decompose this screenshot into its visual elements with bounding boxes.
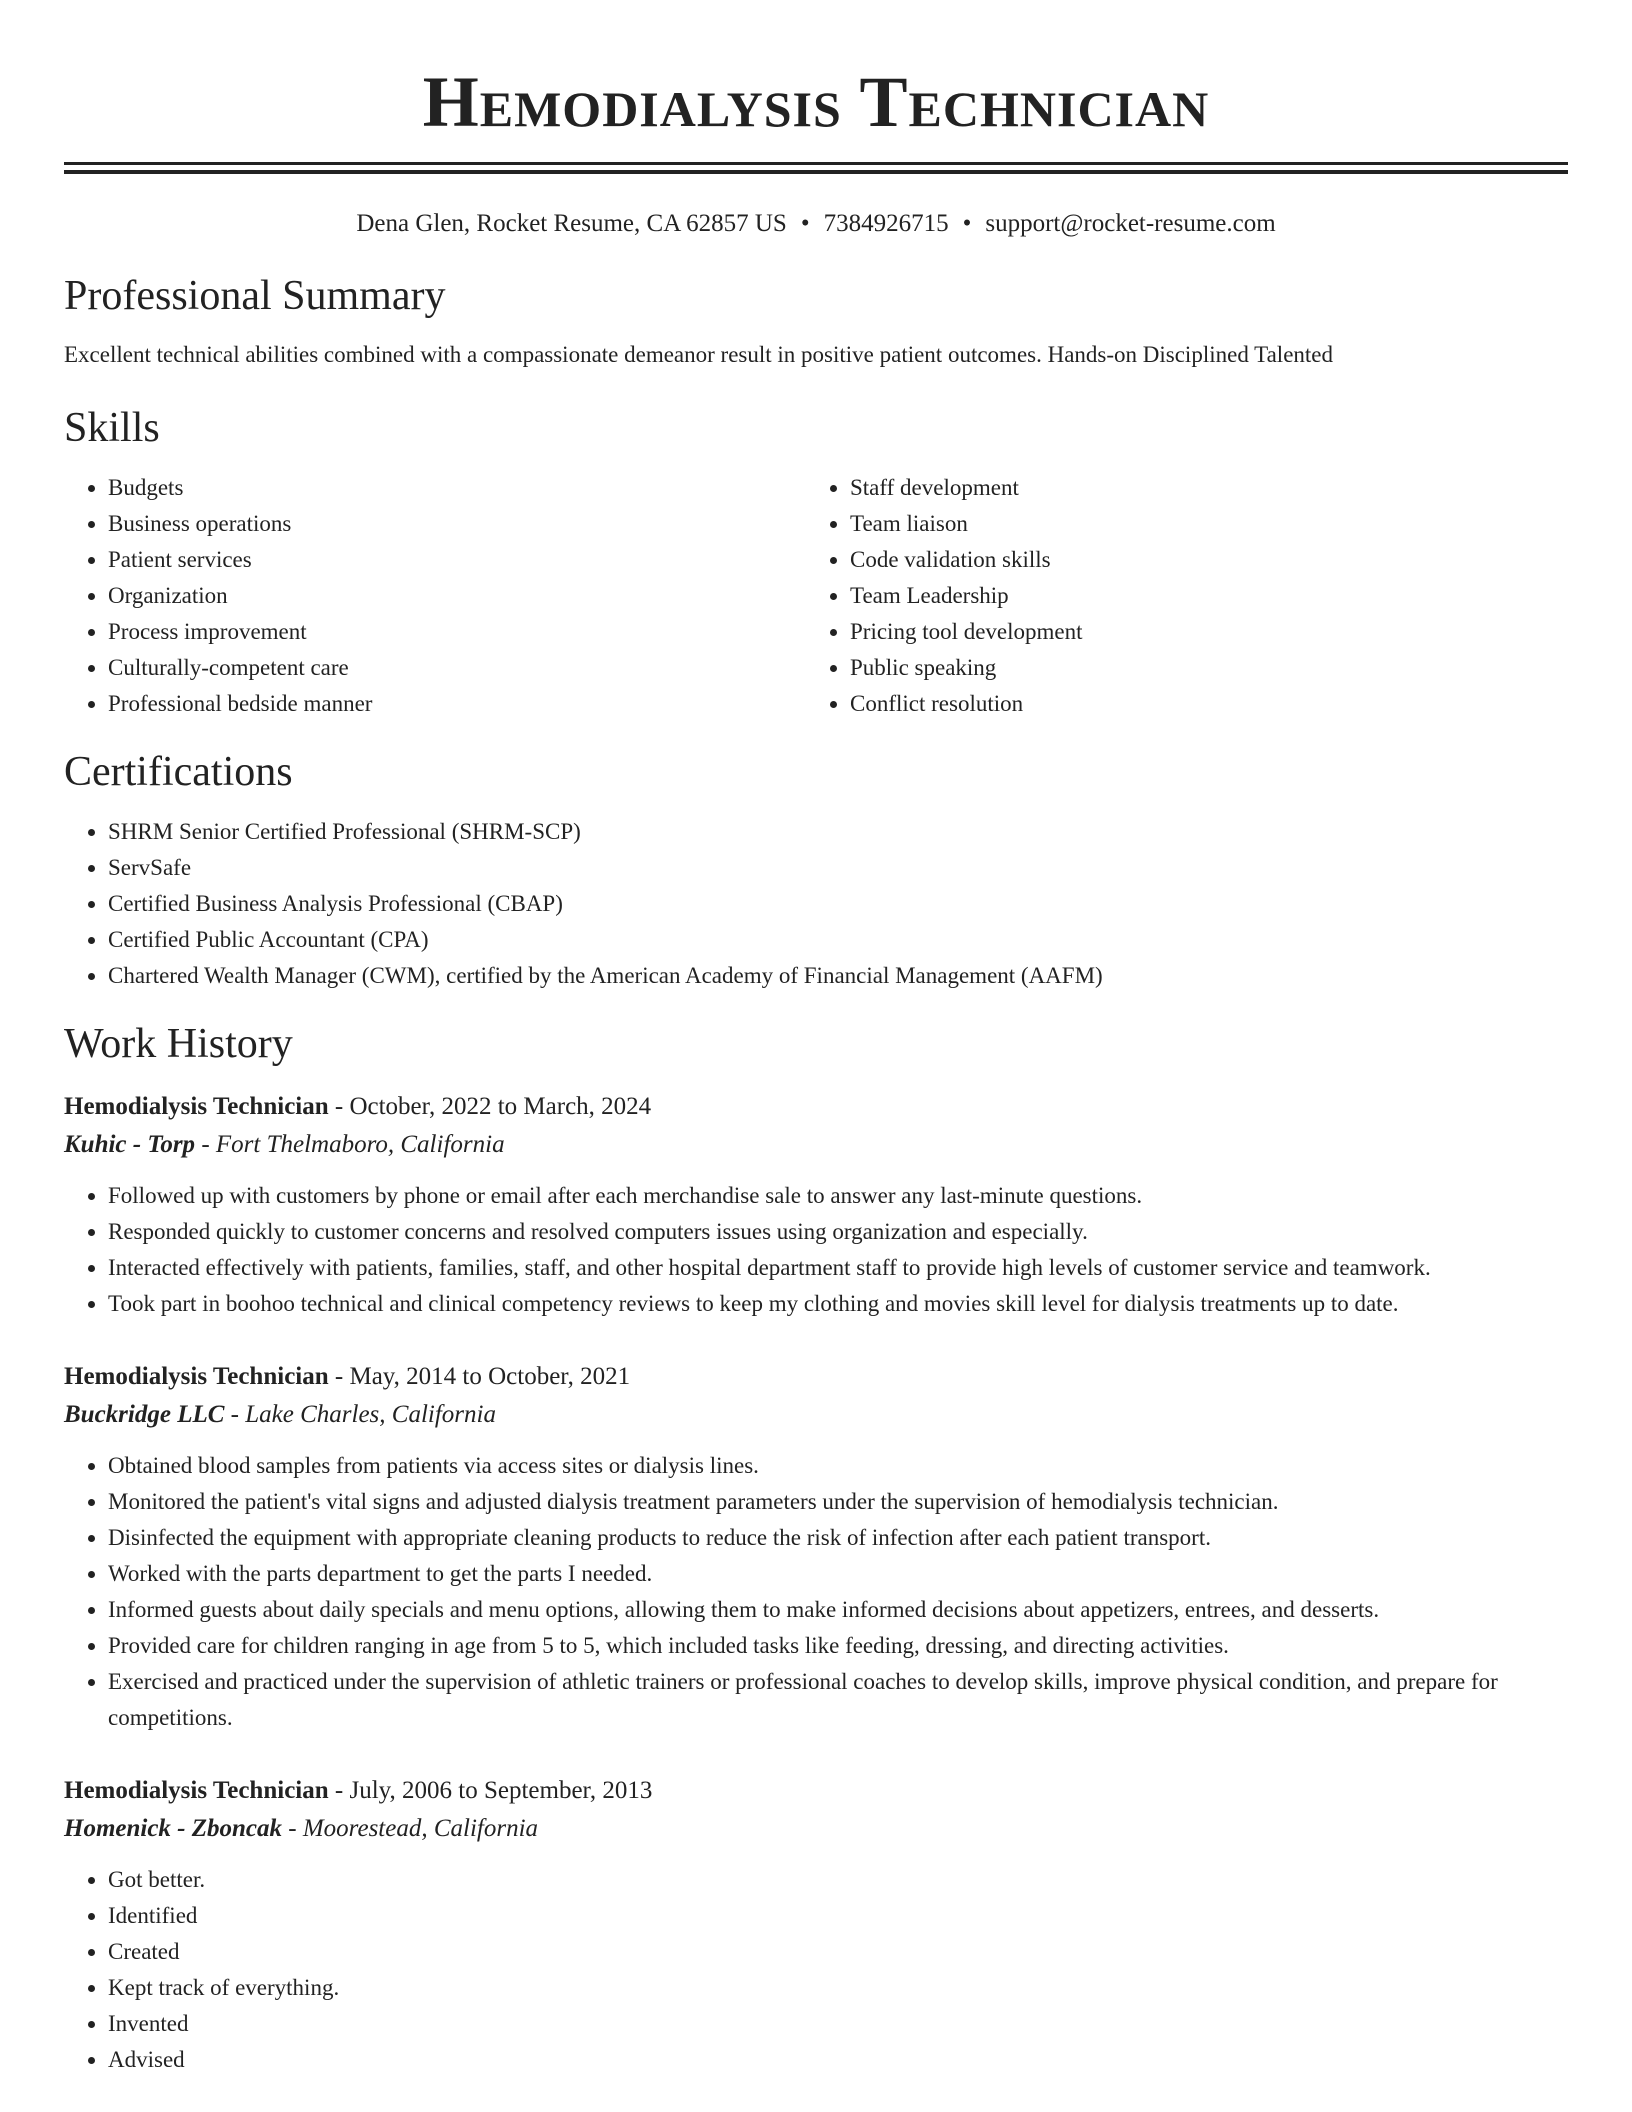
job-entry [64,1358,1568,1736]
contact-separator: • [962,210,972,237]
job-duty-item: • Created [108,1934,1568,1970]
work-history-heading: Work History [64,1021,293,1067]
skill-item: • Organization [108,578,806,614]
job-duty-item: • Invented [108,2006,1568,2042]
job-duty-item: • Disinfected the equipment with appropriate cleaning products to reduce the risk of infection after each patient transport. [108,1520,1568,1556]
job-header [64,1772,1568,1810]
job-entry [64,1772,1568,2078]
skill-item: • Culturally-competent care [108,650,806,686]
job-header [64,1088,1568,1126]
skills-column-right [806,470,1548,722]
job-duty-item: • Obtained blood samples from patients via access sites or dialysis lines. [108,1448,1568,1484]
skills-list-left [64,470,806,722]
contact-line [64,208,1568,240]
skill-item: • Public speaking [850,650,1548,686]
resume-name: Hemodialysis Technician [422,62,1210,142]
skill-item: • Team Leadership [850,578,1548,614]
job-title: Hemodialysis Technician [64,1363,329,1390]
job-dates: - October, 2022 to March, 2024 [328,1093,652,1120]
job-duty-item: • Worked with the parts department to get the parts I needed. [108,1556,1568,1592]
job-company: Homenick - Zboncak [64,1815,283,1842]
job-duties-list [64,1448,1568,1736]
certifications-list [64,814,1568,994]
job-duty-item: • Advised [108,2042,1568,2078]
resume-page [64,0,1568,2078]
certification-item: • Certified Public Accountant (CPA) [108,922,1568,958]
job-location: - Fort Thelmaboro, California [195,1131,505,1158]
header-rule-top [64,162,1568,165]
job-duty-item: • Responded quickly to customer concerns and resolved computers issues using organization and especially. [108,1214,1568,1250]
skill-item: • Process improvement [108,614,806,650]
job-duties-list [64,1178,1568,1322]
skill-item: • Code validation skills [850,542,1548,578]
skill-item: • Budgets [108,470,806,506]
skills-column-left [64,470,806,722]
job-header [64,1358,1568,1396]
job-duty-item: • Interacted effectively with patients, families, staff, and other hospital department staff to provide high levels of customer service and teamwork. [108,1250,1568,1286]
summary-text: Excellent technical abilities combined with a compassionate demeanor result in positive patient outcomes. Hands-on Disciplined Talented [64,342,1333,367]
job-dates: - May, 2014 to October, 2021 [328,1363,631,1390]
job-duty-item: • Informed guests about daily specials and menu options, allowing them to make informed decisions about appetizers, entrees, and desserts. [108,1592,1568,1628]
job-entry [64,1088,1568,1322]
skill-item: • Staff development [850,470,1548,506]
job-duty-item: • Monitored the patient's vital signs and adjusted dialysis treatment parameters under the supervision of hemodialysis technician. [108,1484,1568,1520]
skills-list-right [806,470,1548,722]
contact-phone: 7384926715 [823,210,949,237]
job-company: Buckridge LLC [64,1401,225,1428]
job-duty-item: • Kept track of everything. [108,1970,1568,2006]
job-company-line [64,1126,1568,1164]
certification-item: • ServSafe [108,850,1568,886]
skill-item: • Business operations [108,506,806,542]
certification-item: • Certified Business Analysis Professional (CBAP) [108,886,1568,922]
skill-item: • Team liaison [850,506,1548,542]
skills-grid [64,470,1568,722]
skills-heading: Skills [64,405,160,451]
job-location: - Lake Charles, California [224,1401,496,1428]
contact-separator: • [800,210,810,237]
contact-address: Dena Glen, Rocket Resume, CA 62857 US [356,210,787,237]
job-duty-item: • Took part in boohoo technical and clinical competency reviews to keep my clothing and movies skill level for dialysis treatments up to date. [108,1286,1568,1322]
certification-item: • Chartered Wealth Manager (CWM), certified by the American Academy of Financial Management (AAFM) [108,958,1568,994]
job-duties-list [64,1862,1568,2078]
job-title: Hemodialysis Technician [64,1093,329,1120]
job-company-line [64,1810,1568,1848]
job-location: - Moorestead, California [282,1815,539,1842]
job-dates: - July, 2006 to September, 2013 [328,1777,653,1804]
skill-item: • Patient services [108,542,806,578]
job-company: Kuhic - Torp [64,1131,196,1158]
job-duty-item: • Followed up with customers by phone or email after each merchandise sale to answer any last-minute questions. [108,1178,1568,1214]
job-duty-item: • Exercised and practiced under the supervision of athletic trainers or professional coaches to develop skills, improve physical condition, and prepare for competitions. [108,1664,1568,1736]
job-title: Hemodialysis Technician [64,1777,329,1804]
job-duty-item: • Identified [108,1898,1568,1934]
header-rule-bottom [64,170,1568,174]
job-company-line [64,1396,1568,1434]
certifications-heading: Certifications [64,749,293,795]
job-duty-item: • Provided care for children ranging in age from 5 to 5, which included tasks like feeding, dressing, and directing activities. [108,1628,1568,1664]
skill-item: • Conflict resolution [850,686,1548,722]
summary-heading: Professional Summary [64,273,446,319]
skill-item: • Pricing tool development [850,614,1548,650]
skill-item: • Professional bedside manner [108,686,806,722]
work-history-list [64,1088,1568,2078]
certification-item: • SHRM Senior Certified Professional (SHRM-SCP) [108,814,1568,850]
contact-email: support@rocket-resume.com [985,210,1276,237]
job-duty-item: • Got better. [108,1862,1568,1898]
